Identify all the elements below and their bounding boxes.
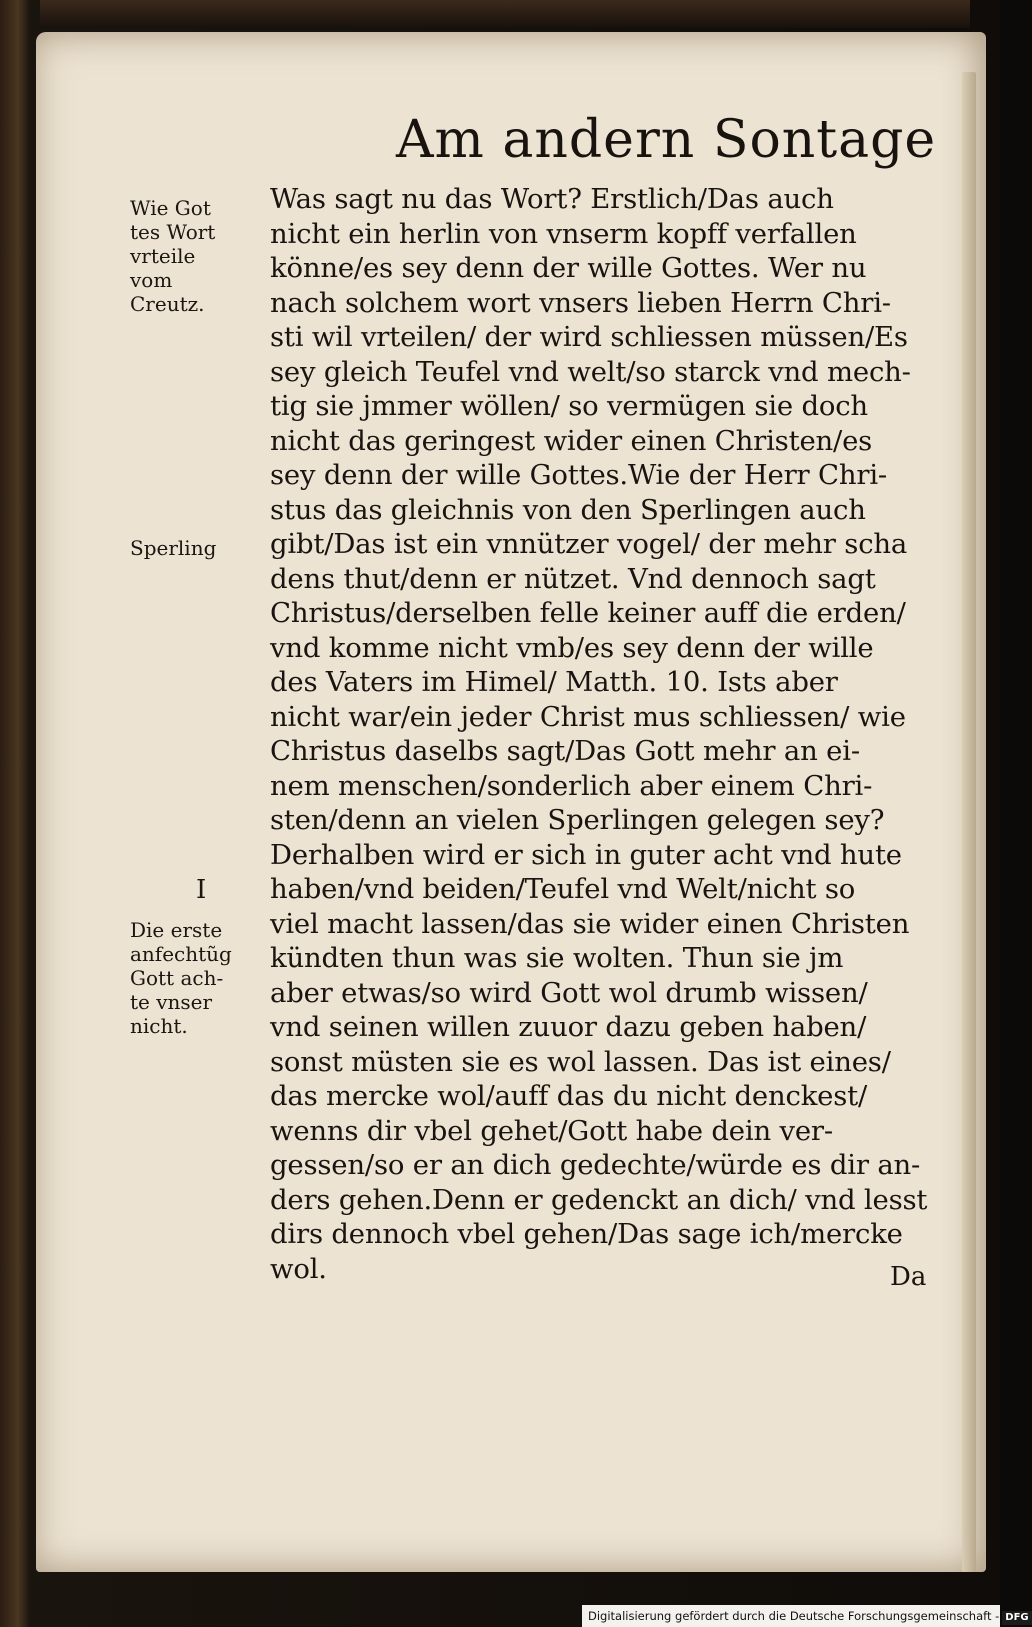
text-line: sey denn der wille Gottes.Wie der Herr Chri- [270,459,887,491]
text-line: ders gehen.Denn er gedenckt an dich/ vnd lesst [270,1183,928,1216]
text-line: Derhalben wird er sich in guter acht vnd hute [270,838,902,871]
text-line: dens thut/denn er nützet. Vnd dennoch sagt [270,562,876,595]
text-line: wol. [270,1252,327,1285]
page-edge-strip [962,72,976,1572]
text-line: das mercke wol/auff das du nicht denckest/ [270,1080,868,1112]
text-line: kündten thun was sie wolten. Thun sie jm [270,942,844,974]
sidenote-line: anfechtũg [130,942,232,966]
text-line: sten/denn an vielen Sperlingen gelegen sey? [270,804,885,836]
text-line: vnd komme nicht vmb/es sey denn der wille [270,631,874,664]
text-line: sey gleich Teufel vnd welt/so starck vnd mech- [270,355,911,388]
text-line: nem menschen/sonderlich aber einem Chri- [270,769,873,802]
sidenote-line: nicht. [130,1014,188,1038]
sidenote-line: Creutz. [130,292,205,316]
sidenote-line: tes Wort [130,220,216,244]
sidenote-line: Wie Got [130,196,211,220]
sidenote-3 [130,875,260,905]
text-line: nicht das geringest wider einen Christen/es [270,424,873,457]
text-line: sti wil vrteilen/ der wird schliessen müssen/Es [270,321,908,353]
text-line: wenns dir vbel gehet/Gott habe dein ver- [270,1114,833,1147]
sidenote-number: I [196,875,207,905]
text-line: stus das gleichnis von den Sperlingen auch [270,493,866,526]
text-line: aber etwas/so wird Gott wol drumb wissen/ [270,976,868,1009]
catchword: Da [890,1262,927,1292]
text-line: des Vaters im Himel/ Matth. 10. Ists aber [270,666,838,698]
text-line: vnd seinen willen zuuor dazu geben haben/ [270,1011,867,1043]
dfg-logo: DFG [1002,1611,1031,1625]
text-line: haben/vnd beiden/Teufel vnd Welt/nicht so [270,873,856,905]
sidenote-line: te vnser [130,990,213,1014]
text-line: dirs dennoch vbel gehen/Das sage ich/mercke [270,1218,903,1250]
book-top-edge [40,0,970,28]
text-line: Christus/derselben felle keiner auff die erden/ [270,597,906,629]
sidenote-line: Gott ach- [130,966,224,990]
text-line: sonst müsten sie es wol lassen. Das ist eines/ [270,1045,891,1078]
sidenote-line: vrteile [130,244,196,268]
text-line: gibt/Das ist ein vnnützer vogel/ der mehr scha [270,528,908,560]
sidenote-1 [130,196,260,316]
text-line: viel macht lassen/das sie wider einen Christen [270,907,910,940]
text-line: nicht war/ein jeder Christ mus schliessen/ wie [270,700,906,733]
sidenote-line: vom [130,268,173,292]
digitization-credit [582,1605,1029,1627]
text-line: nach solchem wort vnsers lieben Herrn Chri- [270,286,891,319]
running-head: Am andern Sontage [396,110,937,170]
main-text-block [270,182,942,1286]
text-line: gessen/so er an dich gedechte/würde es dir an- [270,1149,921,1181]
text-line: Christus daselbs sagt/Das Gott mehr an ei- [270,735,860,767]
text-line: tig sie jmmer wöllen/ so vermügen sie doch [270,390,868,422]
sidenote-line: Die erste [130,918,223,942]
sidenote-2 [130,536,260,560]
credit-text: Digitalisierung gefördert durch die Deutsche Forschungsgemeinschaft - [588,1609,1000,1623]
text-line: nicht ein herlin von vnserm kopff verfallen [270,217,857,250]
sidenote-4 [130,918,260,1038]
text-line: könne/es sey denn der wille Gottes. Wer nu [270,252,867,284]
text-line: Was sagt nu das Wort? Erstlich/Das auch [270,183,834,215]
sidenote-line: Sperling [130,536,217,560]
